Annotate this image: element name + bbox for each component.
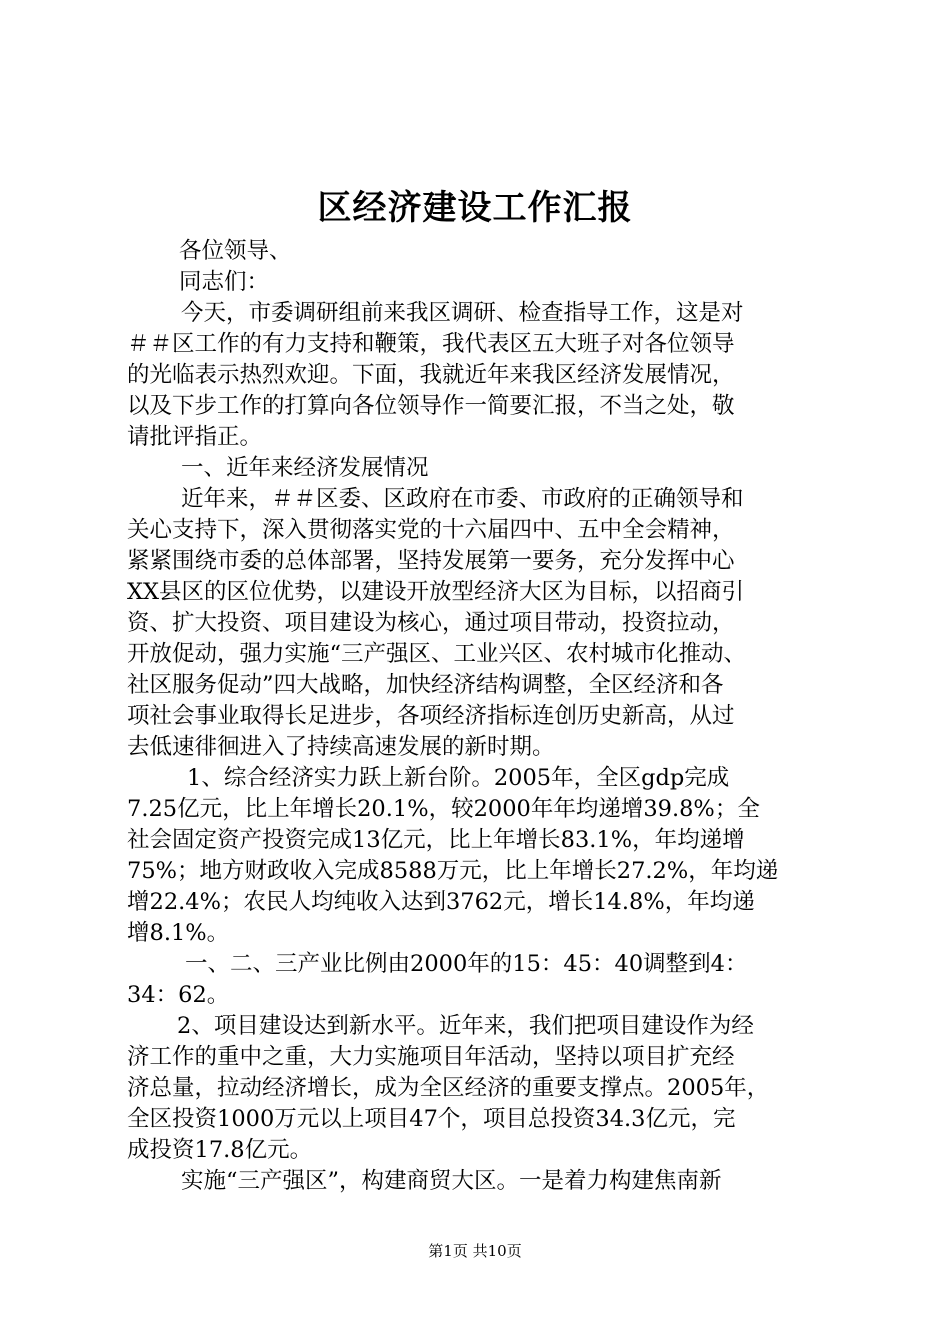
paragraph-line: 34：62。 [127,982,230,1008]
paragraph-line: 项社会事业取得长足进步，各项经济指标连创历史新高，从过 [127,703,735,729]
paragraph-line: 紧紧围绕市委的总体部署，坚持发展第一要务，充分发挥中心 [127,548,735,574]
paragraph-line: ＃＃区工作的有力支持和鞭策，我代表区五大班子对各位领导 [127,331,735,357]
paragraph-line: 以及下步工作的打算向各位领导作一简要汇报，不当之处，敬 [127,393,735,419]
paragraph-line: 增22.4%；农民人均纯收入达到3762元，增长14.8%，年均递 [127,889,755,915]
paragraph-line: 资、扩大投资、项目建设为核心，通过项目带动，投资拉动， [127,610,735,636]
paragraph-line: 一、二、三产业比例由2000年的15：45：40调整到4： [185,951,748,977]
paragraph-line: 7.25亿元，比上年增长20.1%，较2000年年均递增39.8%；全 [127,796,760,822]
paragraph-line: XX县区的区位优势，以建设开放型经济大区为目标，以招商引 [127,579,745,605]
paragraph-line: 开放促动，强力实施“三产强区、工业兴区、农村城市化推动、 [127,641,747,667]
paragraph-line: 济总量，拉动经济增长，成为全区经济的重要支撑点。2005年， [127,1075,770,1101]
page-number: 第1页 共10页 [428,1242,522,1260]
paragraph-line: 成投资17.8亿元。 [127,1137,313,1163]
paragraph-line: 近年来，＃＃区委、区政府在市委、市政府的正确领导和 [181,486,744,512]
paragraph-line: 去低速徘徊进入了持续高速发展的新时期。 [127,734,555,760]
paragraph-line: 社区服务促动”四大战略，加快经济结构调整，全区经济和各 [127,672,724,698]
paragraph-line: 请批评指正。 [127,424,263,450]
paragraph-line: 全区投资1000万元以上项目47个，项目总投资34.3亿元，完 [127,1106,736,1132]
paragraph-line: 2、项目建设达到新水平。近年来，我们把项目建设作为经 [177,1013,754,1039]
paragraph-line: 的光临表示热烈欢迎。下面，我就近年来我区经济发展情况， [127,362,735,388]
paragraph-line: 实施“三产强区”，构建商贸大区。一是着力构建焦南新 [181,1168,722,1194]
paragraph-line: 1、综合经济实力跃上新台阶。2005年，全区gdp完成 [187,765,730,791]
document-title: 区经济建设工作汇报 [317,188,633,228]
section-heading: 一、近年来经济发展情况 [181,455,429,481]
paragraph-line: 社会固定资产投资完成13亿元，比上年增长83.1%，年均递增 [127,827,745,853]
paragraph-line: 75%；地方财政收入完成8588万元，比上年增长27.2%，年均递 [127,858,779,884]
salutation-line: 各位领导、 [179,238,292,264]
paragraph-line: 济工作的重中之重，大力实施项目年活动，坚持以项目扩充经 [127,1044,735,1070]
paragraph-line: 关心支持下，深入贯彻落实党的十六届四中、五中全会精神， [127,517,735,543]
paragraph-line: 增8.1%。 [127,920,230,946]
salutation-line: 同志们： [179,269,270,295]
paragraph-line: 今天，市委调研组前来我区调研、检查指导工作，这是对 [181,300,744,326]
